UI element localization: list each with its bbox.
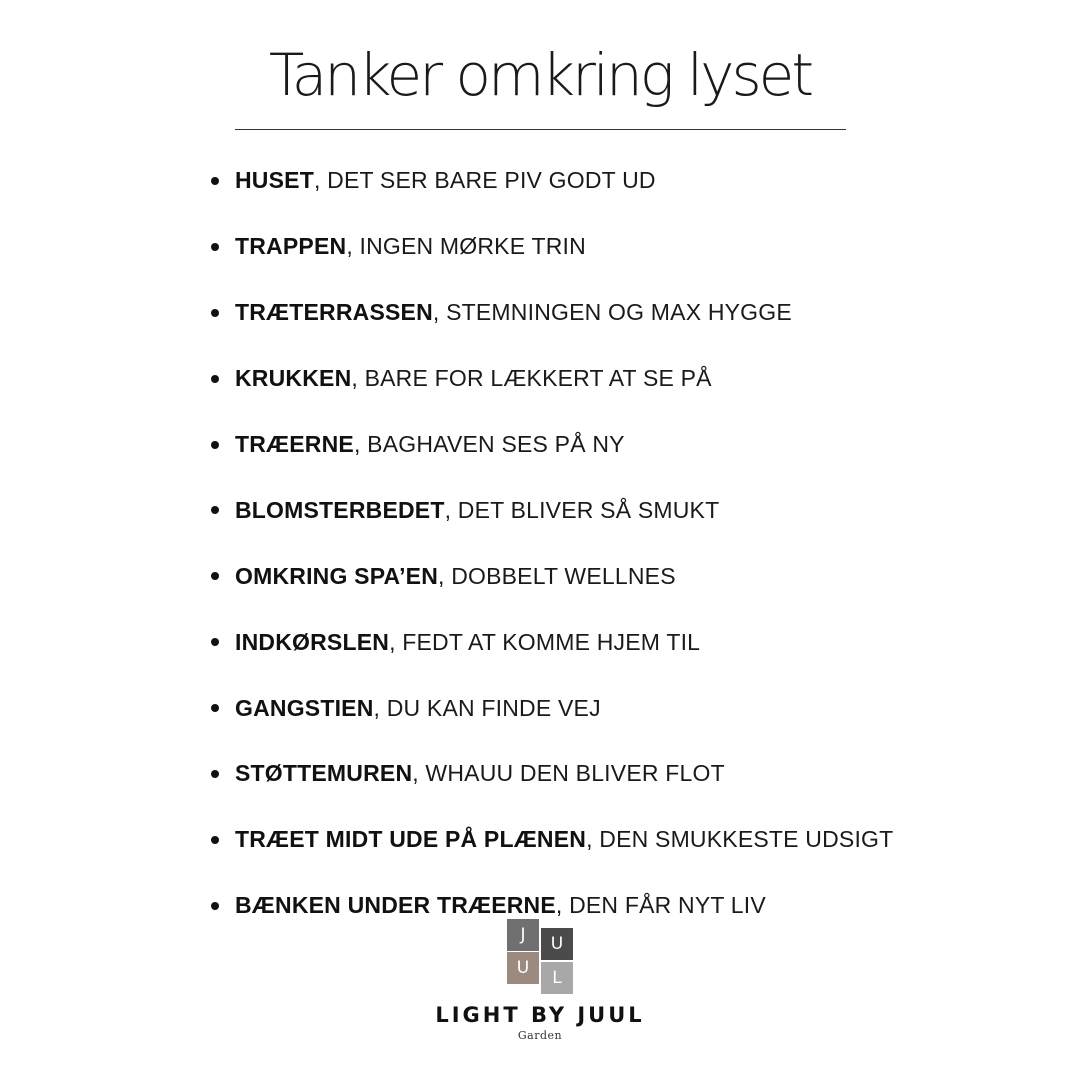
item-description: , INGEN MØRKE TRIN xyxy=(346,233,586,260)
item-description: , BAGHAVEN SES PÅ NY xyxy=(353,431,625,457)
bullet-icon xyxy=(211,506,219,514)
brand-subtitle: Garden xyxy=(517,1029,563,1042)
item-keyword: TRÆTERRASSEN xyxy=(235,299,433,326)
item-description: , DOBBELT WELLNES xyxy=(438,562,676,589)
list-item xyxy=(211,214,893,280)
logo-tile-j: J xyxy=(507,919,539,951)
title-divider xyxy=(235,129,846,130)
bullet-icon xyxy=(211,243,219,251)
logo-tile-l: L xyxy=(541,962,573,994)
list-item xyxy=(211,412,893,478)
juul-logo xyxy=(506,918,574,994)
item-keyword: TRÆET MIDT UDE PÅ PLÆNEN xyxy=(235,826,587,853)
list-item xyxy=(211,543,893,609)
list-item xyxy=(211,807,893,873)
list-item xyxy=(211,346,893,412)
list-item xyxy=(211,675,893,741)
item-keyword: BÆNKEN UNDER TRÆERNE xyxy=(235,892,556,919)
item-keyword: KRUKKEN xyxy=(235,365,352,392)
page-title: Tanker omkring lyset xyxy=(268,41,812,109)
item-keyword: HUSET xyxy=(235,167,314,194)
list-item xyxy=(211,741,893,807)
item-description: , DU KAN FINDE VEJ xyxy=(373,694,601,721)
bullet-icon xyxy=(211,441,219,449)
list-item xyxy=(211,477,893,543)
list-item xyxy=(211,280,893,346)
bullet-icon xyxy=(211,902,219,910)
item-description: , DET SER BARE PIV GODT UD xyxy=(313,167,656,194)
logo-tile-u-top: U xyxy=(541,928,573,960)
bullet-icon xyxy=(211,836,219,844)
item-description: , DEN SMUKKESTE UDSIGT xyxy=(586,826,894,853)
brand-name: LIGHT BY JUUL xyxy=(435,1003,645,1027)
bullet-icon xyxy=(211,770,219,778)
item-keyword: INDKØRSLEN xyxy=(235,628,390,655)
item-description: , FEDT AT KOMME HJEM TIL xyxy=(389,628,701,655)
item-description: , DET BLIVER SÅ SMUKT xyxy=(444,496,720,523)
bullet-icon xyxy=(211,177,219,185)
bullet-icon xyxy=(211,704,219,712)
bullet-icon xyxy=(211,638,219,646)
item-keyword: TRÆERNE xyxy=(235,431,354,457)
item-description: , DEN FÅR NYT LIV xyxy=(555,892,766,919)
list-item xyxy=(211,609,893,675)
bullet-icon xyxy=(211,309,219,317)
item-keyword: GANGSTIEN xyxy=(235,694,374,721)
item-description: , STEMNINGEN OG MAX HYGGE xyxy=(432,299,792,326)
bullet-icon xyxy=(211,572,219,580)
item-keyword: BLOMSTERBEDET xyxy=(235,496,445,523)
bullet-icon xyxy=(211,375,219,383)
list-item xyxy=(211,148,893,214)
logo-tile-u-bottom: U xyxy=(507,952,539,984)
item-keyword: OMKRING SPA’EN xyxy=(235,562,439,589)
item-description: , WHAUU DEN BLIVER FLOT xyxy=(412,760,725,787)
idea-list xyxy=(211,148,893,939)
item-keyword: STØTTEMUREN xyxy=(235,760,413,787)
item-description: , BARE FOR LÆKKERT AT SE PÅ xyxy=(351,365,712,392)
item-keyword: TRAPPEN xyxy=(235,233,347,260)
